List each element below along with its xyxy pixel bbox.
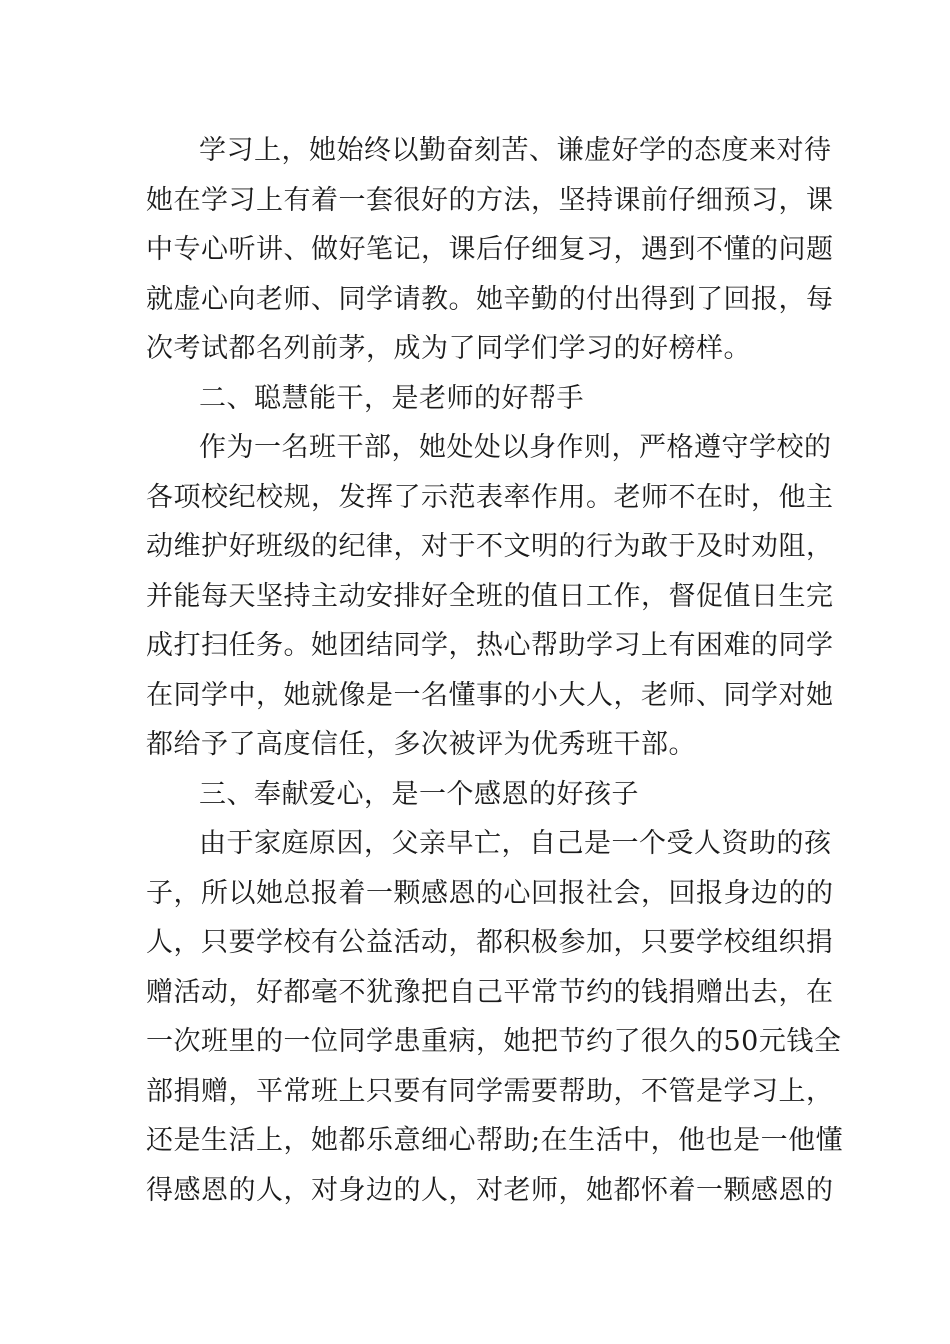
paragraph-line: 得感恩的人，对身边的人，对老师，她都怀着一颗感恩的 bbox=[146, 1174, 834, 1206]
paragraph-line: 中专心听讲、做好笔记，课后仔细复习，遇到不懂的问题 bbox=[146, 234, 834, 265]
paragraph-line: 各项校纪校规，发挥了示范表率作用。老师不在时，他主 bbox=[146, 481, 834, 513]
paragraph-line: 在同学中，她就像是一名懂事的小大人，老师、同学对她 bbox=[146, 679, 834, 711]
document-body bbox=[146, 126, 844, 1215]
paragraph-line: 子，所以她总报着一颗感恩的心回报社会，回报身边的的 bbox=[146, 877, 834, 909]
paragraph-line: 成打扫任务。她团结同学，热心帮助学习上有困难的同学 bbox=[146, 630, 834, 661]
section-heading: 二、聪慧能干，是老师的好帮手 bbox=[199, 382, 584, 414]
paragraph-line: 由于家庭原因，父亲早亡，自己是一个受人资助的孩 bbox=[199, 828, 832, 859]
paragraph-line: 赠活动，好都毫不犹豫把自己平常节约的钱捐赠出去，在 bbox=[146, 976, 834, 1008]
paragraph-line: 就虚心向老师、同学请教。她辛勤的付出得到了回报，每 bbox=[146, 283, 834, 315]
paragraph-line: 部捐赠，平常班上只要有同学需要帮助，不管是学习上， bbox=[146, 1075, 834, 1107]
paragraph-line: 还是生活上，她都乐意细心帮助;在生活中，他也是一他懂 bbox=[146, 1125, 844, 1156]
paragraph-line: 学习上，她始终以勤奋刻苦、谦虚好学的态度来对待 bbox=[199, 135, 832, 166]
paragraph-line: 人，只要学校有公益活动，都积极参加，只要学校组织捐 bbox=[146, 927, 834, 958]
paragraph-line: 动维护好班级的纪律，对于不文明的行为敢于及时劝阻， bbox=[146, 531, 834, 562]
paragraph-line: 都给予了高度信任，多次被评为优秀班干部。 bbox=[146, 729, 696, 760]
paragraph-line: 并能每天坚持主动安排好全班的值日工作，督促值日生完 bbox=[146, 580, 834, 612]
paragraph-line: 一次班里的一位同学患重病，她把节约了很久的50元钱全 bbox=[146, 1026, 842, 1057]
paragraph-line: 她在学习上有着一套很好的方法，坚持课前仔细预习，课 bbox=[146, 184, 834, 216]
paragraph-line: 次考试都名列前茅，成为了同学们学习的好榜样。 bbox=[146, 333, 751, 364]
paragraph-line: 作为一名班干部，她处处以身作则，严格遵守学校的 bbox=[199, 432, 832, 463]
section-heading: 三、奉献爱心，是一个感恩的好孩子 bbox=[199, 778, 639, 810]
